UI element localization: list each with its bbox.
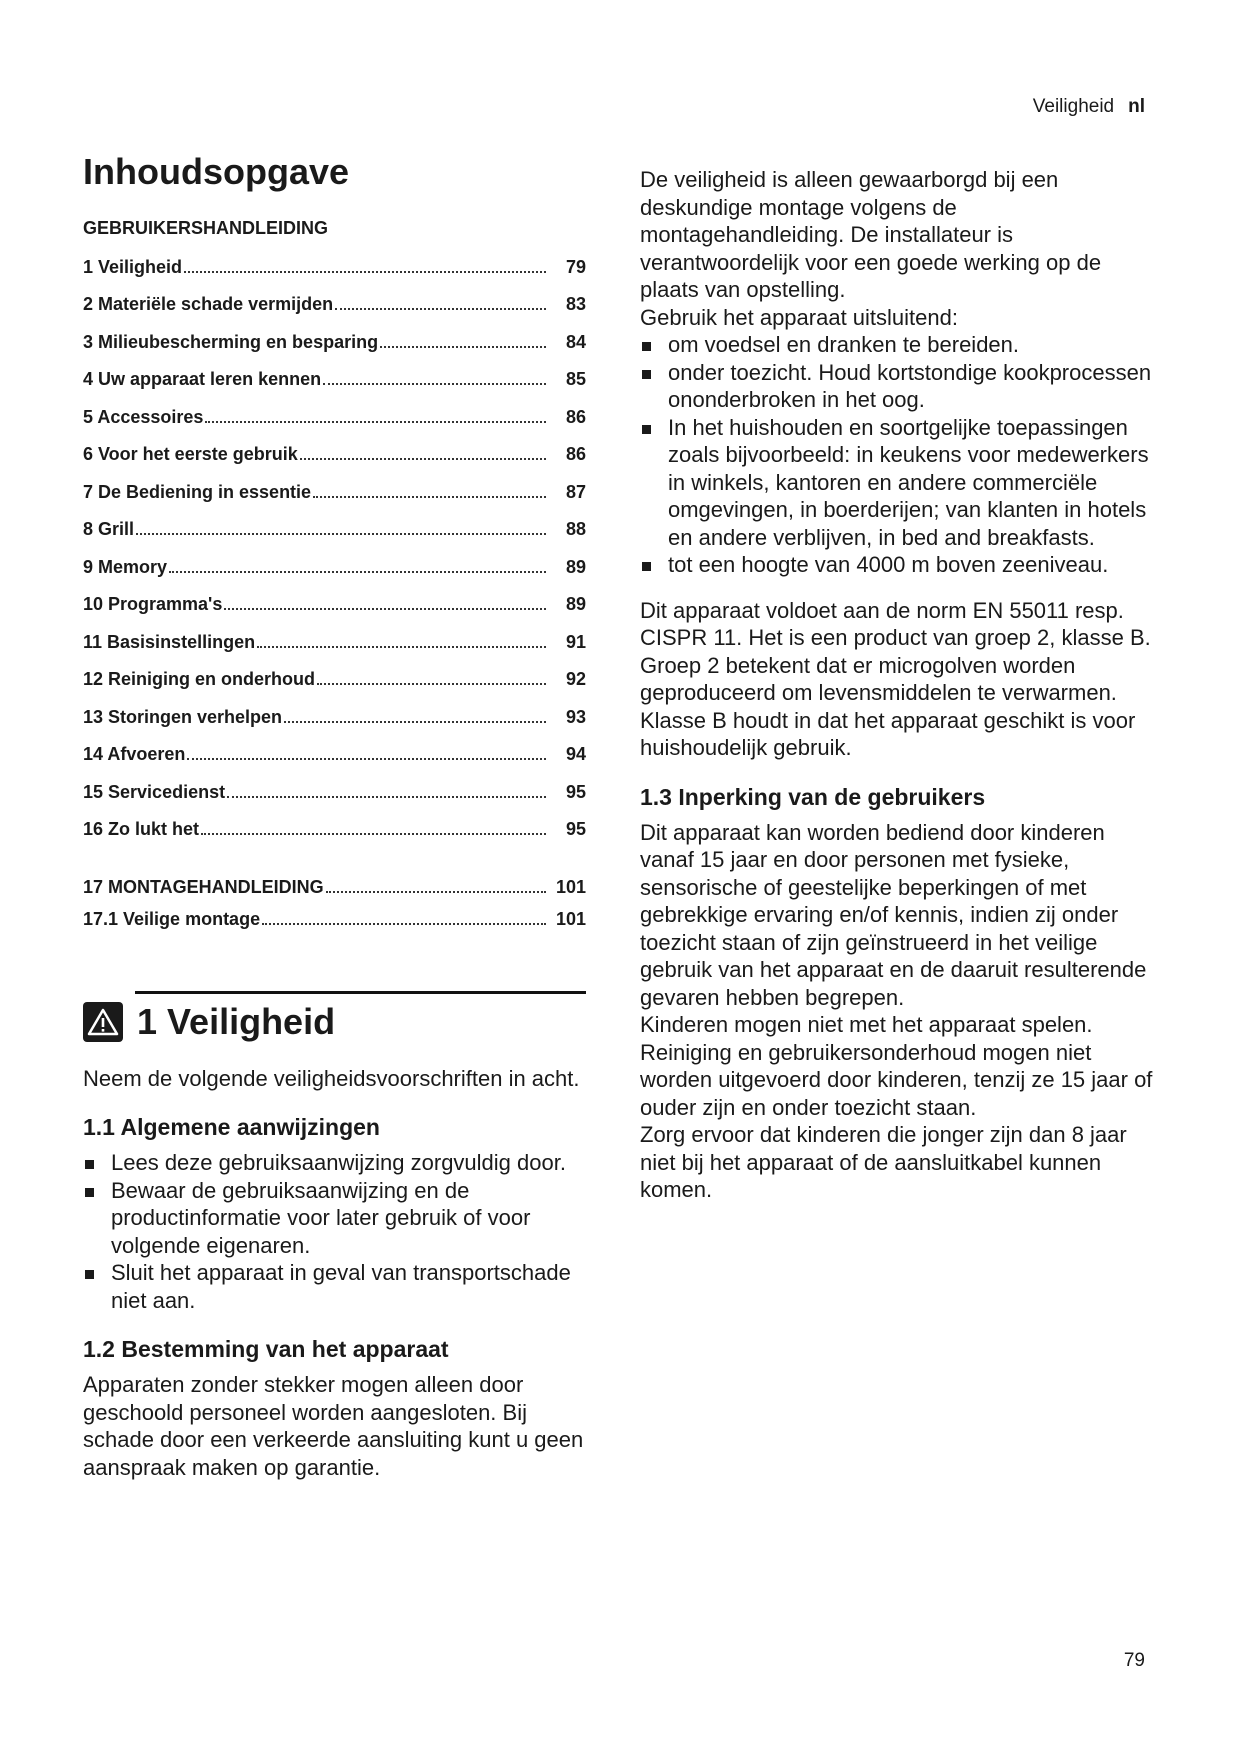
list-item: In het huishouden en soortgelijke toepassingen zoals bijvoorbeeld: in keukens voor medewerkers in winkels, kantoren en andere commerciële omgevingen, in boerderijen; van klanten in hotels en andere verblijven, in bed and breakfasts. bbox=[640, 414, 1160, 552]
header-section: Veiligheid bbox=[1032, 96, 1115, 117]
toc-entry[interactable] bbox=[83, 819, 586, 857]
list-item: Sluit het apparaat in geval van transportschade niet aan. bbox=[83, 1259, 586, 1314]
list-item: om voedsel en dranken te bereiden. bbox=[640, 331, 1160, 359]
heading-1-2: 1.2 Bestemming van het apparaat bbox=[83, 1336, 449, 1363]
toc-entry-page: 89 bbox=[565, 594, 586, 615]
warning-icon bbox=[83, 1002, 123, 1042]
toc-entry-page: 84 bbox=[565, 331, 586, 352]
toc-leader bbox=[257, 646, 546, 648]
list-item: tot een hoogte van 4000 m boven zeeniveau. bbox=[640, 551, 1160, 579]
paragraph: De veiligheid is alleen gewaarborgd bij een deskundige montage volgens de montagehandleiding. De installateur is verantwoordelijk voor een goede werking op de plaats van opstelling. bbox=[640, 167, 1102, 302]
toc-entry[interactable] bbox=[83, 557, 586, 595]
paragraph: Dit apparaat voldoet aan de norm EN 55011 resp. CISPR 11. Het is een product van groep 2, klasse B. Groep 2 betekent dat er microgolven worden geproduceerd om levensmiddelen te verwarmen. Klasse B houdt in dat het apparaat geschikt is voor huishoudelijk gebruik. bbox=[640, 597, 1151, 760]
toc-entry-page: 101 bbox=[555, 876, 586, 897]
toc-leader bbox=[224, 608, 546, 610]
toc-leader bbox=[326, 891, 546, 893]
toc-leader bbox=[136, 533, 546, 535]
toc-entry[interactable] bbox=[83, 669, 586, 707]
toc-entry[interactable] bbox=[83, 332, 586, 370]
toc-entry-page: 95 bbox=[565, 819, 586, 840]
heading-1-1: 1.1 Algemene aanwijzingen bbox=[83, 1114, 380, 1141]
paragraph: Apparaten zonder stekker mogen alleen door geschoold personeel worden aangesloten. Bij schade door een verkeerde aansluiting kunt u geen aanspraak maken op garantie. bbox=[83, 1372, 584, 1480]
toc-leader bbox=[169, 571, 546, 573]
left-column bbox=[83, 152, 586, 1481]
toc-entry[interactable] bbox=[83, 632, 586, 670]
page-number: 79 bbox=[1123, 1650, 1145, 1671]
paragraph: Kinderen mogen niet met het apparaat spelen. bbox=[640, 1012, 1093, 1037]
warning-triangle-icon bbox=[87, 1007, 119, 1037]
toc-entry-page: 91 bbox=[565, 631, 586, 652]
toc-entry-label: 1 Veiligheid bbox=[83, 256, 183, 277]
bullet-list-1-2 bbox=[640, 331, 1160, 579]
heading-1-3: 1.3 Inperking van de gebruikers bbox=[640, 783, 986, 810]
toc-list bbox=[83, 257, 586, 941]
toc-entry-page: 79 bbox=[565, 256, 586, 277]
toc-entry-label: 9 Memory bbox=[83, 556, 168, 577]
toc-entry-label: 6 Voor het eerste gebruik bbox=[83, 444, 298, 465]
toc-leader bbox=[317, 683, 546, 685]
toc-entry[interactable] bbox=[83, 519, 586, 557]
spacer bbox=[640, 579, 1160, 597]
toc-entry-page: 95 bbox=[565, 781, 586, 802]
toc-entry-label: 13 Storingen verhelpen bbox=[83, 706, 283, 727]
toc-entry-page: 94 bbox=[565, 744, 586, 765]
paragraph: Gebruik het apparaat uitsluitend: bbox=[640, 304, 958, 330]
toc-leader bbox=[205, 421, 546, 423]
chapter-veiligheid bbox=[83, 991, 586, 1482]
chapter-title: 1 Veiligheid bbox=[137, 1000, 336, 1042]
list-item: onder toezicht. Houd kortstondige kookprocessen ononderbroken in het oog. bbox=[640, 359, 1160, 414]
bullet-list-1-1 bbox=[83, 1149, 586, 1314]
toc-entry-label: 5 Accessoires bbox=[83, 406, 204, 427]
toc-entry[interactable] bbox=[83, 782, 586, 820]
toc-entry-label: 3 Milieubescherming en besparing bbox=[83, 331, 379, 352]
toc-entry-page: 101 bbox=[555, 908, 586, 929]
paragraph: Reiniging en gebruikersonderhoud mogen niet worden uitgevoerd door kinderen, tenzij ze 15 jaar of ouder zijn en onder toezicht staan. bbox=[640, 1039, 1153, 1120]
chapter-heading bbox=[83, 991, 586, 1043]
paragraph: Zorg ervoor dat kinderen die jonger zijn dan 8 jaar niet bij het apparaat of de aansluitkabel kunnen komen. bbox=[640, 1122, 1127, 1202]
toc-leader bbox=[184, 271, 546, 273]
toc-entry-page: 86 bbox=[565, 444, 586, 465]
toc-entry-page: 93 bbox=[565, 706, 586, 727]
toc-entry[interactable] bbox=[83, 407, 586, 445]
toc-entry-label: 17.1 Veilige montage bbox=[83, 908, 261, 929]
paragraph: Dit apparaat kan worden bediend door kinderen vanaf 15 jaar en door personen met fysieke, sensorische of geestelijke beperkingen of met gebrekkige ervaring en/of kennis, indien zij onder toezicht staan of zijn geïnstrueerd in het veilige gebruik van het apparaat en de daaruit resulterende gevaren hebben begrepen. bbox=[640, 819, 1147, 1010]
toc-section-label: GEBRUIKERSHANDLEIDING bbox=[83, 217, 329, 238]
toc-leader bbox=[380, 346, 546, 348]
toc-entry-label: 16 Zo lukt het bbox=[83, 819, 200, 840]
toc-entry-label: 15 Servicedienst bbox=[83, 781, 226, 802]
list-item: Lees deze gebruiksaanwijzing zorgvuldig door. bbox=[83, 1149, 586, 1177]
toc-leader bbox=[300, 458, 546, 460]
toc-spacer bbox=[83, 857, 586, 877]
toc-title: Inhoudsopgave bbox=[83, 151, 350, 192]
toc-entry-label: 17 MONTAGEHANDLEIDING bbox=[83, 876, 324, 897]
toc-entry[interactable] bbox=[83, 909, 586, 941]
toc-entry-page: 89 bbox=[565, 556, 586, 577]
toc-entry-page: 88 bbox=[565, 519, 586, 540]
list-item: Bewaar de gebruiksaanwijzing en de productinformatie voor later gebruik of voor volgende eigenaren. bbox=[83, 1177, 586, 1260]
toc-leader bbox=[323, 383, 546, 385]
toc-entry-label: 10 Programma's bbox=[83, 594, 223, 615]
toc-leader bbox=[187, 758, 546, 760]
toc-entry[interactable] bbox=[83, 369, 586, 407]
header-language: nl bbox=[1128, 96, 1145, 117]
toc-leader bbox=[227, 796, 546, 798]
toc-entry-label: 8 Grill bbox=[83, 519, 135, 540]
toc-entry[interactable] bbox=[83, 482, 586, 520]
toc-entry-page: 86 bbox=[565, 406, 586, 427]
chapter-rule bbox=[135, 991, 586, 994]
toc-entry[interactable] bbox=[83, 707, 586, 745]
toc-leader bbox=[262, 923, 546, 925]
toc-entry-page: 85 bbox=[565, 369, 586, 390]
toc-leader bbox=[284, 721, 546, 723]
toc-entry[interactable] bbox=[83, 594, 586, 632]
toc-leader bbox=[201, 833, 546, 835]
toc-entry[interactable] bbox=[83, 877, 586, 909]
toc-entry[interactable] bbox=[83, 257, 586, 295]
toc-entry-label: 14 Afvoeren bbox=[83, 744, 186, 765]
toc-entry[interactable] bbox=[83, 444, 586, 482]
running-header bbox=[1033, 96, 1145, 118]
toc-leader bbox=[335, 308, 546, 310]
toc-entry-label: 12 Reiniging en onderhoud bbox=[83, 669, 316, 690]
toc-leader bbox=[313, 496, 546, 498]
toc-entry[interactable] bbox=[83, 744, 586, 782]
toc-entry-page: 83 bbox=[565, 294, 586, 315]
toc-entry-page: 92 bbox=[565, 669, 586, 690]
toc-entry[interactable] bbox=[83, 294, 586, 332]
toc-entry-label: 2 Materiële schade vermijden bbox=[83, 294, 334, 315]
toc-entry-label: 4 Uw apparaat leren kennen bbox=[83, 369, 322, 390]
right-column bbox=[640, 166, 1160, 1204]
toc-entry-page: 87 bbox=[565, 481, 586, 502]
toc-entry-label: 7 De Bediening in essentie bbox=[83, 481, 312, 502]
chapter-intro: Neem de volgende veiligheidsvoorschriften in acht. bbox=[83, 1065, 580, 1091]
toc-entry-label: 11 Basisinstellingen bbox=[83, 631, 256, 652]
